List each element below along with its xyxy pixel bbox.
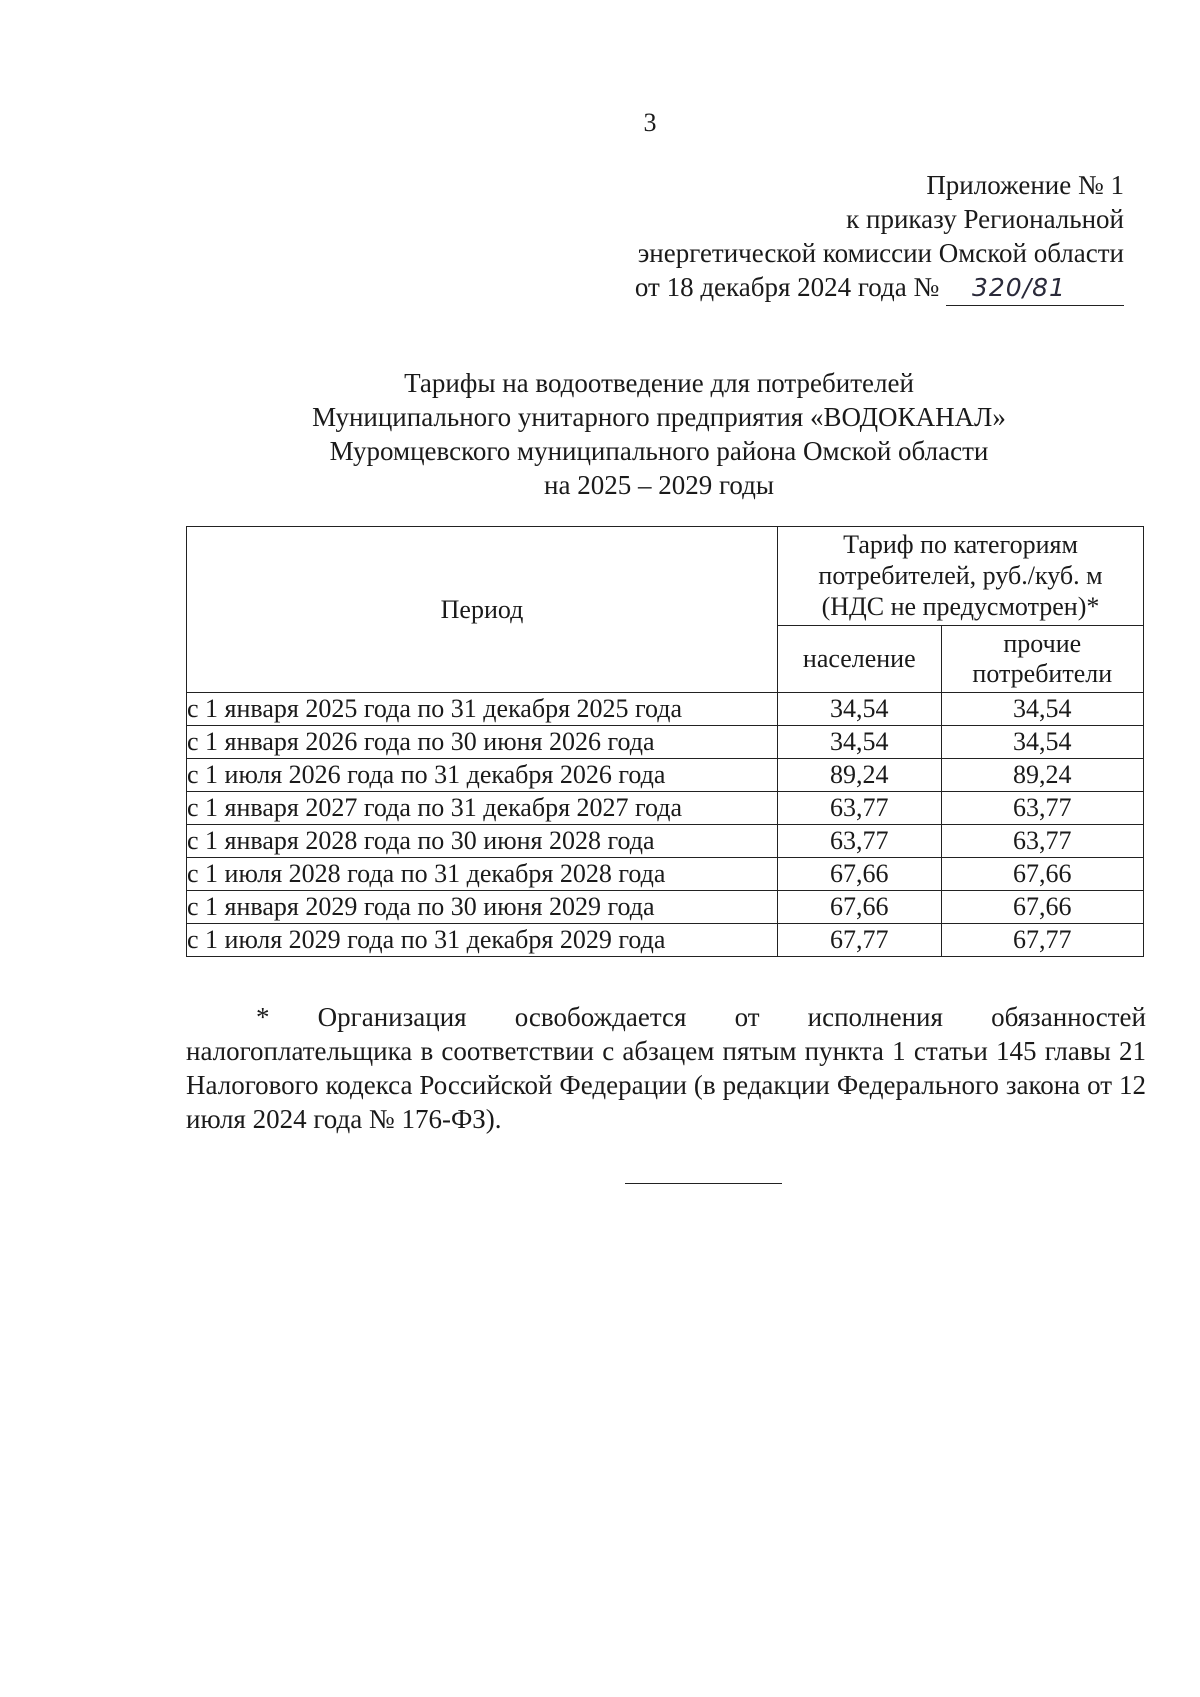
table-row — [187, 693, 1144, 726]
title-line-3: Муромцевского муниципального района Омской области — [329, 436, 989, 466]
order-number-handwritten: 320/81 — [972, 273, 1066, 302]
appendix-line-4 — [635, 270, 1124, 306]
header-group-line-2: потребителей, руб./куб. м — [818, 561, 1103, 591]
header-tariff-group — [778, 527, 1144, 626]
table-row — [187, 825, 1144, 858]
population-tariff-cell: 63,77 — [778, 792, 942, 825]
title-line-1: Тарифы на водоотведение для потребителей — [404, 368, 914, 398]
vat-footnote: * Организация освобождается от исполнения обязанностей налогоплательщика в соответствии с абзацем пятым пункта 1 статьи 145 главы 21 Налогового кодекса Российской Федерации (в редакции Федерального закона от 12 июля 2024 года № 176-ФЗ). — [186, 1002, 1146, 1134]
order-number-field — [946, 270, 1124, 306]
population-tariff-cell: 34,54 — [778, 726, 942, 759]
period-cell: с 1 января 2026 года по 30 июня 2026 года — [187, 726, 778, 759]
table-row — [187, 858, 1144, 891]
header-other-consumers — [941, 625, 1143, 692]
population-tariff-cell: 67,66 — [778, 891, 942, 924]
other-tariff-cell: 67,77 — [941, 924, 1143, 957]
other-tariff-cell: 67,66 — [941, 891, 1143, 924]
other-tariff-cell: 67,66 — [941, 858, 1143, 891]
closing-divider — [625, 1183, 782, 1184]
other-tariff-cell: 89,24 — [941, 759, 1143, 792]
table-row — [187, 759, 1144, 792]
period-cell: с 1 июля 2026 года по 31 декабря 2026 года — [187, 759, 778, 792]
document-title — [0, 366, 1200, 502]
title-line-4: на 2025 – 2029 годы — [544, 470, 774, 500]
population-tariff-cell: 67,66 — [778, 858, 942, 891]
appendix-line-2: к приказу Региональной — [846, 204, 1124, 234]
period-cell: с 1 января 2027 года по 31 декабря 2027 года — [187, 792, 778, 825]
appendix-header — [635, 168, 1124, 306]
period-cell: с 1 июля 2028 года по 31 декабря 2028 года — [187, 858, 778, 891]
table-row — [187, 726, 1144, 759]
header-group-line-3: (НДС не предусмотрен)* — [821, 592, 1100, 622]
table-row — [187, 924, 1144, 957]
other-tariff-cell: 63,77 — [941, 792, 1143, 825]
header-group-line-1: Тариф по категориям — [843, 530, 1078, 560]
appendix-line-3: энергетической комиссии Омской области — [637, 238, 1124, 268]
order-date: от 18 декабря 2024 года № — [634, 272, 940, 302]
table-row — [187, 891, 1144, 924]
other-tariff-cell: 34,54 — [941, 693, 1143, 726]
period-cell: с 1 января 2025 года по 31 декабря 2025 года — [187, 693, 778, 726]
table-row — [187, 792, 1144, 825]
population-tariff-cell: 89,24 — [778, 759, 942, 792]
period-cell: с 1 января 2028 года по 30 июня 2028 года — [187, 825, 778, 858]
page-number: 3 — [643, 108, 657, 137]
period-cell: с 1 января 2029 года по 30 июня 2029 года — [187, 891, 778, 924]
title-line-2: Муниципального унитарного предприятия «ВОДОКАНАЛ» — [312, 402, 1006, 432]
other-tariff-cell: 63,77 — [941, 825, 1143, 858]
header-period: Период — [187, 527, 778, 693]
header-other-line-2: потребители — [972, 658, 1113, 688]
appendix-line-1: Приложение № 1 — [926, 170, 1124, 200]
other-tariff-cell: 34,54 — [941, 726, 1143, 759]
tariff-table — [186, 526, 1144, 957]
period-cell: с 1 июля 2029 года по 31 декабря 2029 года — [187, 924, 778, 957]
header-population: население — [778, 625, 942, 692]
population-tariff-cell: 67,77 — [778, 924, 942, 957]
population-tariff-cell: 34,54 — [778, 693, 942, 726]
population-tariff-cell: 63,77 — [778, 825, 942, 858]
header-other-line-1: прочие — [1003, 628, 1082, 658]
